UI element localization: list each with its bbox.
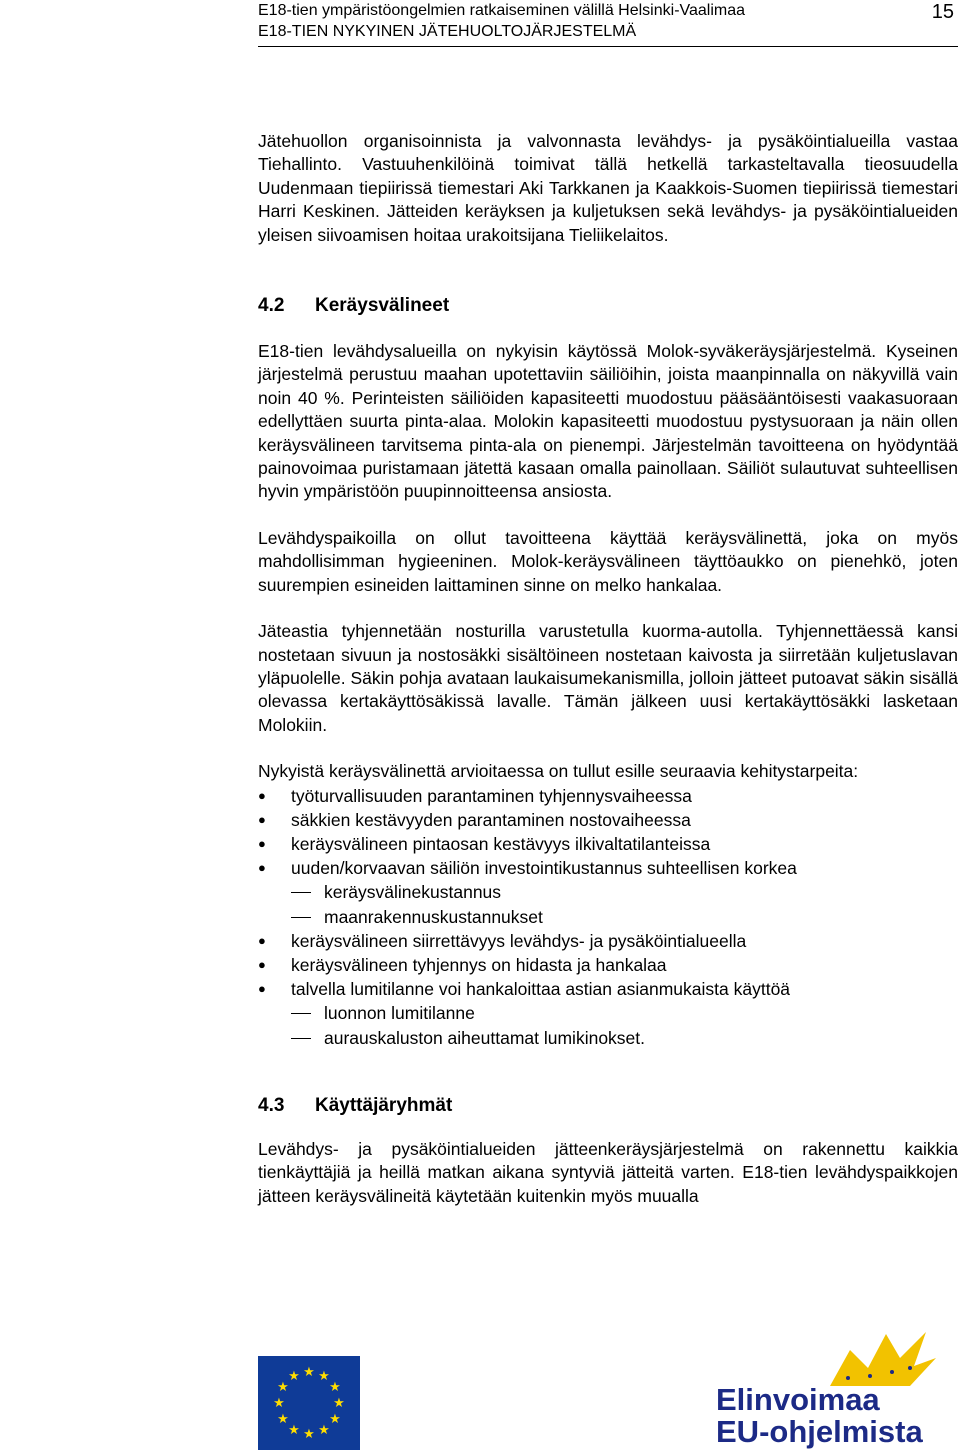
bird-icon [700, 1328, 958, 1388]
list-subitem: luonnon lumitilanne [258, 1001, 958, 1025]
paragraph: Levähdyspaikoilla on ollut tavoitteena käyttää keräysvälinettä, joka on myös mahdollisimman hygieeninen. Molok-keräysvälineen täyttöaukko on pienehkö, joten suurempien esineiden laittaminen sinne on melko hankalaa. [258, 527, 958, 595]
svg-text:★: ★ [318, 1369, 330, 1384]
bullet-icon: ● [258, 932, 266, 948]
list-item: ● työturvallisuuden parantaminen tyhjennysvaiheessa [258, 784, 958, 808]
page-header [258, 0, 958, 46]
dash-icon [291, 1038, 311, 1039]
dash-icon [291, 917, 311, 918]
svg-text:★: ★ [277, 1412, 289, 1427]
section-title: Käyttäjäryhmät [315, 1094, 453, 1116]
paragraph: E18-tien levähdysalueilla on nykyisin käytössä Molok-syväkeräysjärjestelmä. Kyseinen järjestelmä perustuu maahan upotettaviin säiliöihin, joista maanpinnalla on näkyvillä vain noin 40 %. Perinteisten säiliöiden kapasiteetti muodostuu pääsääntöisesti vaakasuoraan edellyttäen suurta pinta-alaa. Molokin kapasiteetti muodostuu pystysuoraan ja näin ollen keräysvälineen tarvitsema pinta-ala on pienempi. Järjestelmän tavoitteena on hyödyntää painovoimaa puristamaan jätettä kasaan omalla painollaan. Säiliöt sulautuvat suhteellisen hyvin ympäristöön puupinnoitteensa ansiosta. [258, 341, 958, 502]
list-item: ● talvella lumitilanne voi hankaloittaa astian asianmukaista käyttöä [258, 977, 958, 1001]
svg-text:★: ★ [329, 1412, 341, 1427]
elinvoimaa-logo [700, 1328, 958, 1450]
bullet-icon: ● [258, 956, 266, 972]
list-item: ● uuden/korvaavan säiliön investointikustannus suhteellisen korkea [258, 856, 958, 880]
section-number: 4.3 [258, 1094, 285, 1116]
page-number: 15 [931, 1, 954, 23]
bullet-icon: ● [258, 811, 266, 827]
page-body [258, 130, 958, 1208]
bullet-icon: ● [258, 835, 266, 851]
paragraph: Nykyistä keräysvälinettä arvioitaessa on tullut esille seuraavia kehitystarpeita: [258, 761, 859, 782]
svg-text:★: ★ [303, 1427, 315, 1442]
svg-text:★: ★ [277, 1380, 289, 1395]
eu-stars-icon [258, 1356, 360, 1450]
intro-paragraph: Jätehuollon organisoinnista ja valvonnasta levähdys- ja pysäköintialueilla vastaa Tiehallinto. Vastuuhenkilöinä toimivat tällä hetkellä tarkasteltavalla tieosuudella Uudenmaan tiepiirissä tiemestari Aki Tarkkanen ja Kaakkois-Suomen tiepiirissä tiemestari Harri Keskinen. Jätteiden keräyksen ja kuljetuksen sekä levähdys- ja pysäköintialueiden yleisen siivoamisen hoitaa urakoitsijana Tieliikelaitos. [258, 131, 958, 245]
section-title: Keräysvälineet [315, 295, 450, 317]
bullet-icon: ● [258, 981, 266, 997]
svg-text:★: ★ [273, 1396, 285, 1411]
logo-text-line2: EU-ohjelmista [716, 1414, 923, 1449]
list-subitem: maanrakennuskustannukset [258, 905, 958, 929]
section-heading-4-3 [258, 1094, 958, 1118]
svg-text:★: ★ [303, 1365, 315, 1380]
eu-flag-logo [258, 1356, 360, 1450]
bullet-icon: ● [258, 860, 266, 876]
header-rule [258, 46, 958, 47]
list-item: ● säkkien kestävyyden parantaminen nostovaiheessa [258, 808, 958, 832]
bullet-icon: ● [258, 787, 266, 803]
dash-icon [291, 1013, 311, 1014]
svg-text:★: ★ [333, 1396, 345, 1411]
list-item: ● keräysvälineen tyhjennys on hidasta ja hankalaa [258, 953, 958, 977]
list-item: ● keräysvälineen siirrettävyys levähdys- ja pysäköintialueella [258, 929, 958, 953]
header-subtitle: E18-TIEN NYKYINEN JÄTEHUOLTOJÄRJESTELMÄ [258, 23, 637, 40]
logo-text-line1: Elinvoimaa [716, 1382, 880, 1417]
list-subitem: keräysvälinekustannus [258, 880, 958, 904]
section-heading-4-2 [258, 294, 958, 318]
svg-text:★: ★ [288, 1369, 300, 1384]
dash-icon [291, 892, 311, 893]
paragraph: Jäteastia tyhjennetään nosturilla varustetulla kuorma-autolla. Tyhjennettäessä kansi nostetaan sivuun ja nostosäkki sisältöineen nostetaan kaivosta ja siirretään kuljetuslavan yläpuolelle. Säkin pohja avataan laukaisumekanismilla, jolloin jätteet putoavat säkin sisällä olevassa kertakäyttösäkissä lavalle. Tämän jälkeen uusi kertakäyttösäkki lasketaan Molokiin. [258, 621, 958, 735]
paragraph: Levähdys- ja pysäköintialueiden jätteenkeräysjärjestelmä on rakennettu kaikkia tienkäyttäjiä ja heillä matkan aikana syntyviä jätteitä varten. E18-tien levähdyspaikkojen jätteen keräysvälineitä käytetään kuitenkin myös muualla [258, 1138, 958, 1206]
svg-text:★: ★ [329, 1380, 341, 1395]
list-item: ● keräysvälineen pintaosan kestävyys ilkivaltatilanteissa [258, 832, 958, 856]
svg-text:★: ★ [288, 1423, 300, 1438]
header-title: E18-tien ympäristöongelmien ratkaiseminen välillä Helsinki-Vaalimaa [258, 2, 746, 19]
needs-list [258, 784, 958, 1050]
svg-text:★: ★ [318, 1423, 330, 1438]
list-subitem: aurauskaluston aiheuttamat lumikinokset. [258, 1026, 958, 1050]
section-number: 4.2 [258, 295, 285, 317]
